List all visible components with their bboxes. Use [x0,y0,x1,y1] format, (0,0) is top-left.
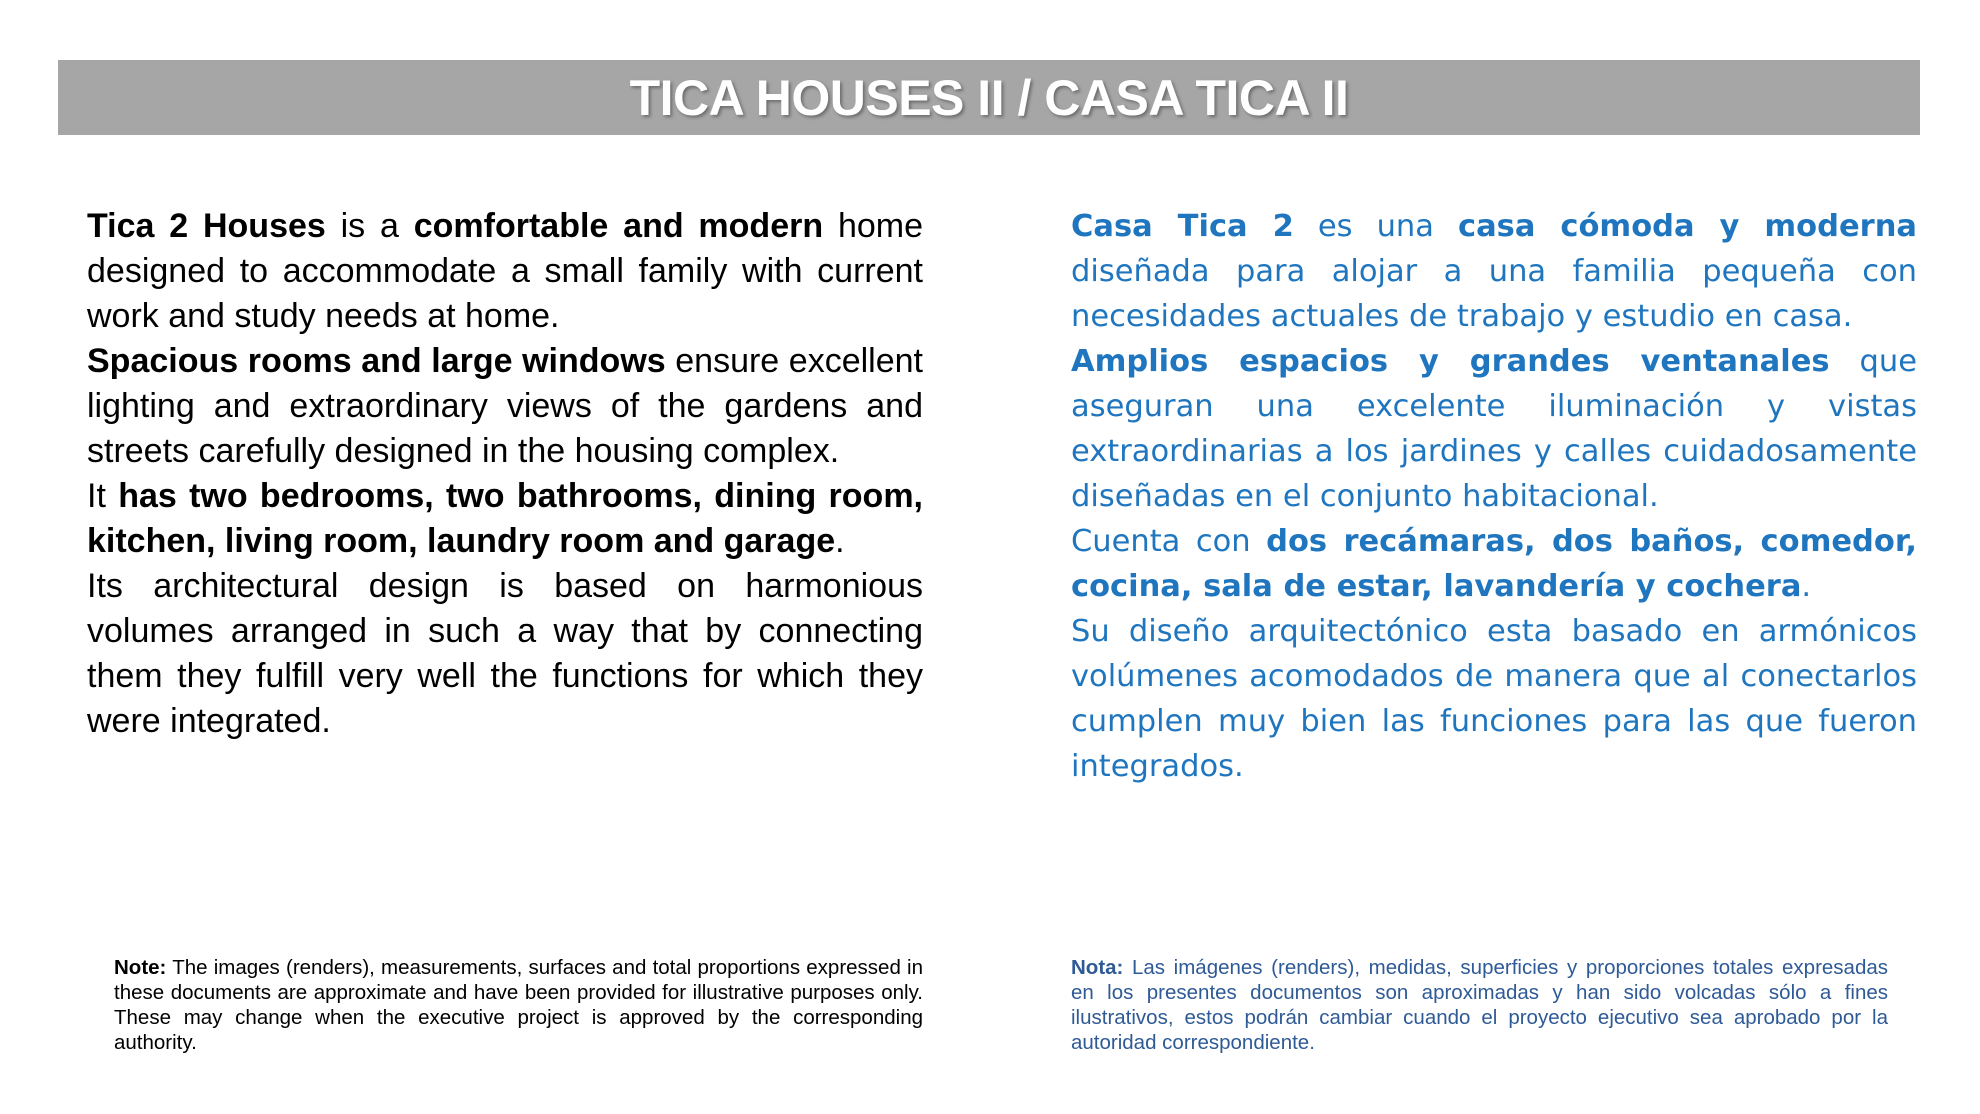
english-note-label: Note: [114,956,167,979]
english-paragraph-1 [87,204,923,339]
spanish-p1-text: es una [1293,209,1458,244]
page-title: TICA HOUSES II / CASA TICA II [629,69,1349,126]
spanish-p1-bold: casa cómoda y moderna [1458,209,1917,244]
spanish-column [1071,204,1917,789]
spanish-paragraph-2 [1071,339,1917,519]
spanish-p3-text: Cuenta con [1071,524,1267,559]
spanish-p2-text: que aseguran una excelente iluminación y vistas extraordinarias a los jardines y calles cuidadosamente diseñadas en el conjunto habitacional. [1071,344,1917,514]
spanish-note [1071,955,1888,1055]
english-p3-text: It [87,477,119,515]
english-note [114,955,923,1055]
english-p2-text: ensure excellent lighting and extraordinary views of the gardens and streets carefully designed in the housing complex. [87,342,923,470]
spanish-p1-text-end: diseñada para alojar a una familia pequeña con necesidades actuales de trabajo y estudio en casa. [1071,254,1917,334]
spanish-p3-bold: dos recámaras, dos baños, comedor, cocina, sala de estar, lavandería y cochera [1071,524,1917,604]
spanish-paragraph-3 [1071,519,1917,609]
english-p1-text-end: home designed to accommodate a small family with current work and study needs at home. [87,207,923,335]
english-column [87,204,923,744]
english-p1-text: is a [325,207,414,245]
spanish-note-label: Nota: [1071,956,1124,979]
english-paragraph-4: Its architectural design is based on harmonious volumes arranged in such a way that by connecting them they fulfill very well the functions for which they were integrated. [87,567,923,740]
spanish-paragraph-4: Su diseño arquitectónico esta basado en armónicos volúmenes acomodados de manera que al conectarlos cumplen muy bien las funciones para las que fueron integrados. [1071,614,1917,784]
english-p3-bold: has two bedrooms, two bathrooms, dining room, kitchen, living room, laundry room and garage [87,477,923,560]
spanish-paragraph-1 [1071,204,1917,339]
title-banner [58,60,1920,135]
spanish-p2-bold: Amplios espacios y grandes ventanales [1071,344,1830,379]
english-note-text: The images (renders), measurements, surfaces and total proportions expressed in these documents are approximate and have been provided for illustrative purposes only. These may change when the executive project is approved by the corresponding authority. [114,956,923,1054]
spanish-p1-bold-name: Casa Tica 2 [1071,209,1294,244]
english-p3-period: . [835,522,845,560]
spanish-p3-period: . [1801,569,1812,604]
english-p1-bold: comfortable and modern [413,207,824,245]
english-paragraph-2 [87,339,923,474]
spanish-note-text: Las imágenes (renders), medidas, superficies y proporciones totales expresadas en los presentes documentos son aproximadas y han sido volcadas sólo a fines ilustrativos, estos podrán cambiar cuando el proyecto ejecutivo sea aprobado por la autoridad correspondiente. [1071,956,1888,1054]
english-p1-bold-name: Tica 2 Houses [87,207,326,245]
english-p2-bold: Spacious rooms and large windows [87,342,666,380]
english-paragraph-3 [87,474,923,564]
